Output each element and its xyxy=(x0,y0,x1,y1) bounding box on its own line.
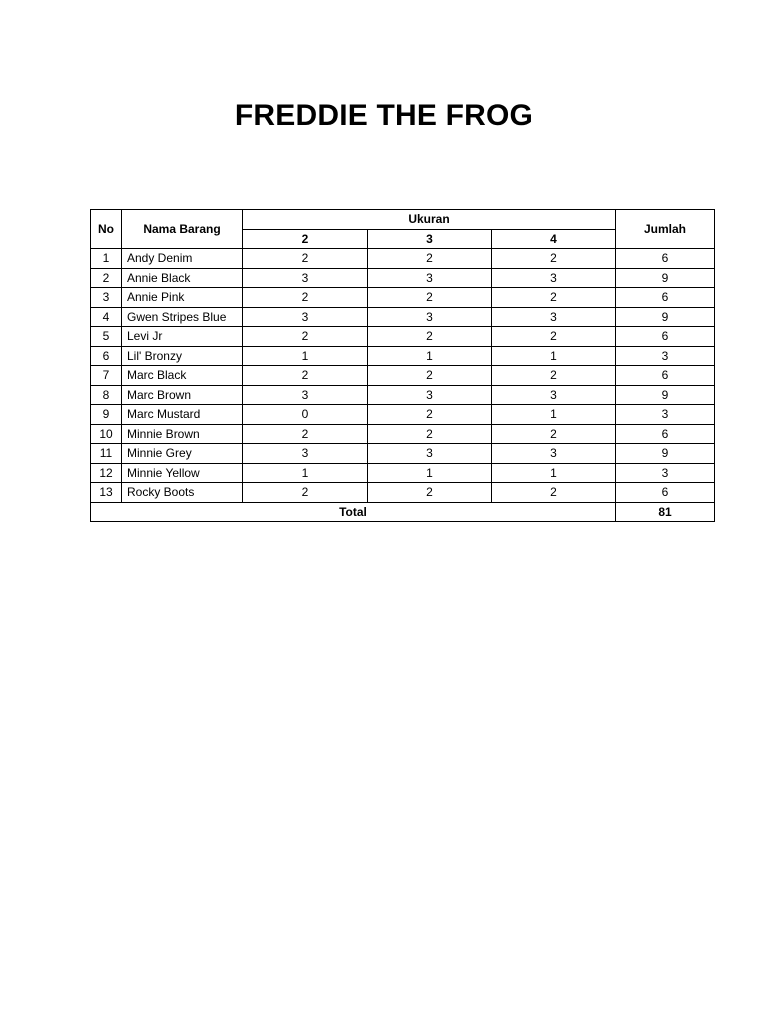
cell-jumlah: 6 xyxy=(616,288,715,308)
cell-size-2: 2 xyxy=(243,424,368,444)
header-ukuran: Ukuran xyxy=(243,210,616,230)
cell-jumlah: 3 xyxy=(616,405,715,425)
cell-size-2: 2 xyxy=(243,366,368,386)
table-row xyxy=(91,405,715,425)
cell-size-3: 2 xyxy=(368,249,492,269)
cell-no: 9 xyxy=(91,405,122,425)
table-row xyxy=(91,444,715,464)
cell-size-4: 2 xyxy=(492,483,616,503)
cell-item-name: Minnie Brown xyxy=(122,424,243,444)
cell-size-3: 1 xyxy=(368,346,492,366)
table-header xyxy=(91,210,715,249)
cell-size-3: 3 xyxy=(368,268,492,288)
document-title: FREDDIE THE FROG xyxy=(234,99,534,132)
cell-item-name: Marc Brown xyxy=(122,385,243,405)
table-row xyxy=(91,249,715,269)
cell-jumlah: 6 xyxy=(616,249,715,269)
table-row xyxy=(91,307,715,327)
cell-no: 7 xyxy=(91,366,122,386)
total-label: Total xyxy=(91,502,616,522)
cell-no: 3 xyxy=(91,288,122,308)
cell-size-3: 2 xyxy=(368,366,492,386)
cell-jumlah: 6 xyxy=(616,424,715,444)
header-row-top xyxy=(91,210,715,230)
cell-size-4: 3 xyxy=(492,268,616,288)
cell-item-name: Andy Denim xyxy=(122,249,243,269)
cell-size-4: 2 xyxy=(492,249,616,269)
cell-item-name: Annie Pink xyxy=(122,288,243,308)
cell-size-4: 2 xyxy=(492,366,616,386)
cell-jumlah: 9 xyxy=(616,268,715,288)
cell-size-4: 3 xyxy=(492,444,616,464)
table-row xyxy=(91,483,715,503)
cell-size-3: 3 xyxy=(368,385,492,405)
total-row xyxy=(91,502,715,522)
cell-size-3: 2 xyxy=(368,327,492,347)
cell-jumlah: 9 xyxy=(616,385,715,405)
cell-size-2: 3 xyxy=(243,268,368,288)
stock-table xyxy=(90,209,715,522)
table-row xyxy=(91,327,715,347)
table-row xyxy=(91,288,715,308)
cell-jumlah: 6 xyxy=(616,483,715,503)
cell-no: 2 xyxy=(91,268,122,288)
cell-size-4: 1 xyxy=(492,463,616,483)
cell-size-2: 1 xyxy=(243,346,368,366)
cell-item-name: Gwen Stripes Blue xyxy=(122,307,243,327)
cell-item-name: Minnie Yellow xyxy=(122,463,243,483)
cell-size-2: 0 xyxy=(243,405,368,425)
cell-size-3: 3 xyxy=(368,307,492,327)
cell-size-2: 2 xyxy=(243,249,368,269)
header-no: No xyxy=(91,210,122,249)
cell-size-3: 2 xyxy=(368,288,492,308)
cell-size-3: 1 xyxy=(368,463,492,483)
cell-size-4: 1 xyxy=(492,405,616,425)
cell-size-3: 2 xyxy=(368,424,492,444)
cell-no: 10 xyxy=(91,424,122,444)
table-row xyxy=(91,385,715,405)
cell-item-name: Minnie Grey xyxy=(122,444,243,464)
table-row xyxy=(91,268,715,288)
cell-jumlah: 6 xyxy=(616,366,715,386)
cell-no: 6 xyxy=(91,346,122,366)
cell-item-name: Lil' Bronzy xyxy=(122,346,243,366)
cell-no: 5 xyxy=(91,327,122,347)
cell-size-2: 2 xyxy=(243,288,368,308)
table-body xyxy=(91,249,715,503)
cell-size-4: 3 xyxy=(492,307,616,327)
cell-size-3: 2 xyxy=(368,483,492,503)
cell-jumlah: 9 xyxy=(616,444,715,464)
cell-item-name: Annie Black xyxy=(122,268,243,288)
cell-size-3: 2 xyxy=(368,405,492,425)
table-row xyxy=(91,463,715,483)
cell-size-4: 3 xyxy=(492,385,616,405)
cell-item-name: Levi Jr xyxy=(122,327,243,347)
cell-size-2: 2 xyxy=(243,483,368,503)
cell-jumlah: 6 xyxy=(616,327,715,347)
cell-size-4: 2 xyxy=(492,288,616,308)
table-row xyxy=(91,366,715,386)
table-row xyxy=(91,346,715,366)
total-value: 81 xyxy=(616,502,715,522)
cell-no: 12 xyxy=(91,463,122,483)
table-row xyxy=(91,424,715,444)
cell-size-2: 3 xyxy=(243,385,368,405)
header-size: 3 xyxy=(368,229,492,249)
cell-size-2: 1 xyxy=(243,463,368,483)
cell-no: 4 xyxy=(91,307,122,327)
cell-size-4: 2 xyxy=(492,424,616,444)
cell-item-name: Marc Black xyxy=(122,366,243,386)
header-size: 4 xyxy=(492,229,616,249)
header-size: 2 xyxy=(243,229,368,249)
cell-jumlah: 9 xyxy=(616,307,715,327)
header-jumlah: Jumlah xyxy=(616,210,715,249)
cell-jumlah: 3 xyxy=(616,463,715,483)
cell-size-3: 3 xyxy=(368,444,492,464)
cell-size-4: 1 xyxy=(492,346,616,366)
cell-no: 1 xyxy=(91,249,122,269)
cell-size-2: 3 xyxy=(243,307,368,327)
cell-jumlah: 3 xyxy=(616,346,715,366)
cell-no: 8 xyxy=(91,385,122,405)
cell-item-name: Marc Mustard xyxy=(122,405,243,425)
header-nama-barang: Nama Barang xyxy=(122,210,243,249)
table-footer xyxy=(91,502,715,522)
cell-size-4: 2 xyxy=(492,327,616,347)
cell-no: 11 xyxy=(91,444,122,464)
cell-no: 13 xyxy=(91,483,122,503)
cell-size-2: 3 xyxy=(243,444,368,464)
cell-item-name: Rocky Boots xyxy=(122,483,243,503)
cell-size-2: 2 xyxy=(243,327,368,347)
